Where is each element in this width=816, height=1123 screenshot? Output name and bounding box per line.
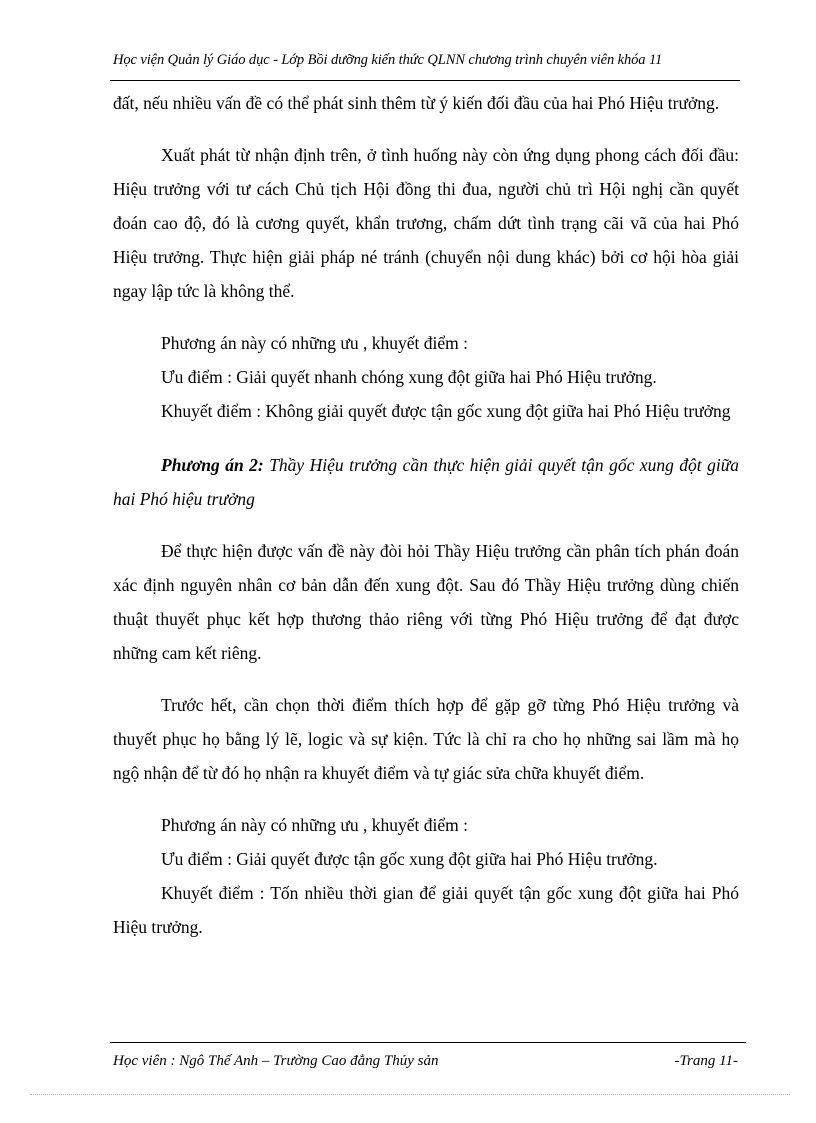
- cons-line: Khuyết điểm : Tốn nhiều thời gian để giải quyết tận gốc xung đột giữa hai Phó Hiệu trưởng.: [113, 883, 739, 937]
- pros-line: Ưu điểm : Giải quyết được tận gốc xung đột giữa hai Phó Hiệu trưởng.: [161, 849, 658, 869]
- page-boundary: [30, 1094, 790, 1095]
- header-rule: [110, 80, 740, 81]
- document-body: [113, 86, 739, 944]
- option-heading: [113, 448, 739, 516]
- page-header: Học viện Quản lý Giáo dục - Lớp Bồi dưỡng kiến thức QLNN chương trình chuyên viên khóa 11: [113, 52, 663, 68]
- pros-cons-intro: Phương án này có những ưu , khuyết điểm :: [161, 333, 468, 353]
- pros-line: Ưu điểm : Giải quyết nhanh chóng xung đột giữa hai Phó Hiệu trưởng.: [161, 367, 657, 387]
- paragraph: Trước hết, cần chọn thời điểm thích hợp để gặp gỡ từng Phó Hiệu trưởng và thuyết phục họ bằng lý lẽ, logic và sự kiện. Tức là chỉ ra cho họ những sai lầm mà họ ngộ nhận để từ đó họ nhận ra khuyết điểm và tự giác sửa chữa khuyết điểm.: [113, 695, 739, 783]
- option-heading-label: Phương án 2:: [161, 455, 264, 475]
- pros-cons-intro: Phương án này có những ưu , khuyết điểm :: [161, 815, 468, 835]
- paragraph: Xuất phát từ nhận định trên, ở tình huống này còn ứng dụng phong cách đối đầu: Hiệu trưởng với tư cách Chủ tịch Hội đồng thi đua, người chủ trì Hội nghị cần quyết đoán cao độ, đó là cương quyết, khẩn trương, chấm dứt tình trạng cãi vã của hai Phó Hiệu trưởng. Thực hiện giải pháp né tránh (chuyển nội dung khác) bởi cơ hội hòa giải ngay lập tức là không thể.: [113, 145, 739, 301]
- option-heading-text: Thầy Hiệu trưởng cần thực hiện giải quyết tận gốc xung đột giữa hai Phó hiệu trưởng: [113, 455, 740, 509]
- paragraph-continuation: đất, nếu nhiều vấn đề có thể phát sinh thêm từ ý kiến đối đầu của hai Phó Hiệu trưởng.: [113, 93, 720, 113]
- cons-line: Khuyết điểm : Không giải quyết được tận gốc xung đột giữa hai Phó Hiệu trưởng: [161, 401, 731, 421]
- footer-author: Học viên : Ngô Thế Anh – Trường Cao đẳng Thủy sản: [113, 1053, 439, 1069]
- footer-rule: [110, 1042, 746, 1043]
- page-number: -Trang 11-: [674, 1053, 738, 1069]
- paragraph: Để thực hiện được vấn đề này đòi hỏi Thầy Hiệu trưởng cần phân tích phán đoán xác định nguyên nhân cơ bản dẫn đến xung đột. Sau đó Thầy Hiệu trưởng dùng chiến thuật thuyết phục kết hợp thương thảo riêng với từng Phó Hiệu trưởng để đạt được những cam kết riêng.: [113, 541, 739, 663]
